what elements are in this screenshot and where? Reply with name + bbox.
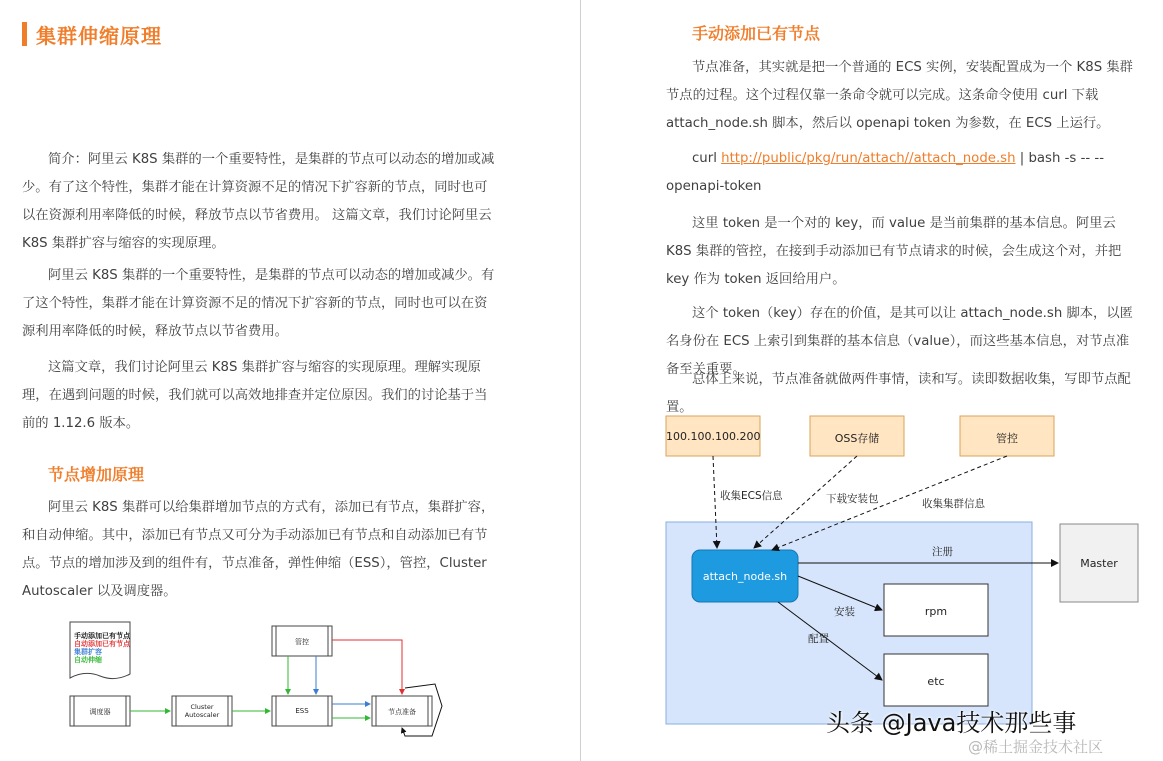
command-line [666,145,1140,201]
collect-cluster-info-label: 收集集群信息 [922,498,985,510]
autoscaler-label-line1: Cluster [190,703,214,711]
ess-label: ESS [295,707,309,715]
paragraph-article: 这篇文章，我们讨论阿里云 K8S 集群扩容与缩容的实现原理。理解实现原理，在遇到问题的时候，我们就可以高效地排查并定位原因。我们的讨论基于当前的 1.12.6 版本。 [22,360,488,431]
metadata-server-label: 100.100.100.200 [666,430,761,443]
master-label: Master [1080,557,1118,570]
juejin-watermark: @稀土掘金技术社区 [968,738,1104,756]
page-title: 集群伸缩原理 [36,24,162,48]
download-package-label: 下载安装包 [826,493,879,505]
legend-cluster-scale: 集群扩容 [74,648,102,656]
autoscaler-label [172,703,232,719]
etc-label: etc [927,675,945,688]
control-label: 管控 [295,638,309,646]
paragraph-node-add: 阿里云 K8S 集群可以给集群增加节点的方式有，添加已有节点，集群扩容，和自动伸缩。其中，添加已有节点又可分为手动添加已有节点和自动添加已有节点。节点的增加涉及到的组件有，节点准备，弹性伸缩（ESS），管控，Cluster Autoscaler 以及调度器。 [22,500,495,599]
legend-auto-scale: 自动伸缩 [74,656,102,664]
left-page [0,0,580,761]
scheduler-label: 调度器 [89,708,111,716]
paragraph-summary: 总体上来说，节点准备就做两件事情，读和写。读即数据收集，写即节点配置。 [666,372,1131,415]
section-title-node-add: 节点增加原理 [48,465,145,484]
rpm-label: rpm [924,605,948,618]
config-label: 配置 [808,633,829,645]
intro-paragraph: 简介：阿里云 K8S 集群的一个重要特性，是集群的节点可以动态的增加或减少。有了这个特性，集群才能在计算资源不足的情况下扩容新的节点，同时也可以在资源利用率降低的时候，释放节点以节省费用。 这篇文章，我们讨论阿里云 K8S 集群扩容与缩容的实现原理。 [22,152,495,251]
legend-manual-add: 手动添加已有节点 [74,632,130,640]
paragraph-token: 这里 token 是一个对的 key，而 value 是当前集群的基本信息。阿里云 K8S 集群的管控，在接到手动添加已有节点请求的时候，会生成这个对，并把 key 作为 token 返回给用户。 [666,216,1122,287]
right-page [582,0,1163,761]
command-prefix: curl [692,151,722,166]
page-divider [580,0,581,761]
collect-ecs-info-label: 收集ECS信息 [720,490,783,502]
paragraph-node-prep: 节点准备，其实就是把一个普通的 ECS 实例，安装配置成为一个 K8S 集群节点的过程。这个过程仅靠一条命令就可以完成。这条命令使用 curl 下载 attach_node.sh 脚本，然后以 openapi token 为参数，在 ECS 上运行。 [666,60,1133,131]
diagram-legend [74,632,130,664]
attach-script-link[interactable]: http://public/pkg/run/attach//attach_node.sh [721,151,1016,166]
attach-node-label: attach_node.sh [702,570,788,583]
autoscaler-label-line2: Autoscaler [184,711,220,719]
paragraph-feature: 阿里云 K8S 集群的一个重要特性，是集群的节点可以动态的增加或减少。有了这个特性，集群才能在计算资源不足的情况下扩容新的节点，同时也可以在资源利用率降低的时候，释放节点以节省费用。 [22,268,495,339]
toutiao-watermark: 头条 @Java技术那些事 [826,709,1077,737]
node-prep-label: 节点准备 [388,708,416,716]
register-label: 注册 [932,546,953,558]
paragraph-token-value: 这个 token（key）存在的价值，是其可以让 attach_node.sh 脚本，以匿名身份在 ECS 上索引到集群的基本信息（value），而这些基本信息，对节点准备至关重要。 [666,306,1133,377]
control-plane-label: 管控 [996,432,1018,445]
legend-auto-add: 自动添加已有节点 [74,640,130,648]
section-title-manual-add: 手动添加已有节点 [692,24,821,43]
title-accent-bar [22,22,27,46]
install-label: 安装 [834,606,855,618]
command-suffix: | bash -s -- --openapi-token [666,151,1105,194]
oss-storage-label: OSS存储 [834,432,880,445]
